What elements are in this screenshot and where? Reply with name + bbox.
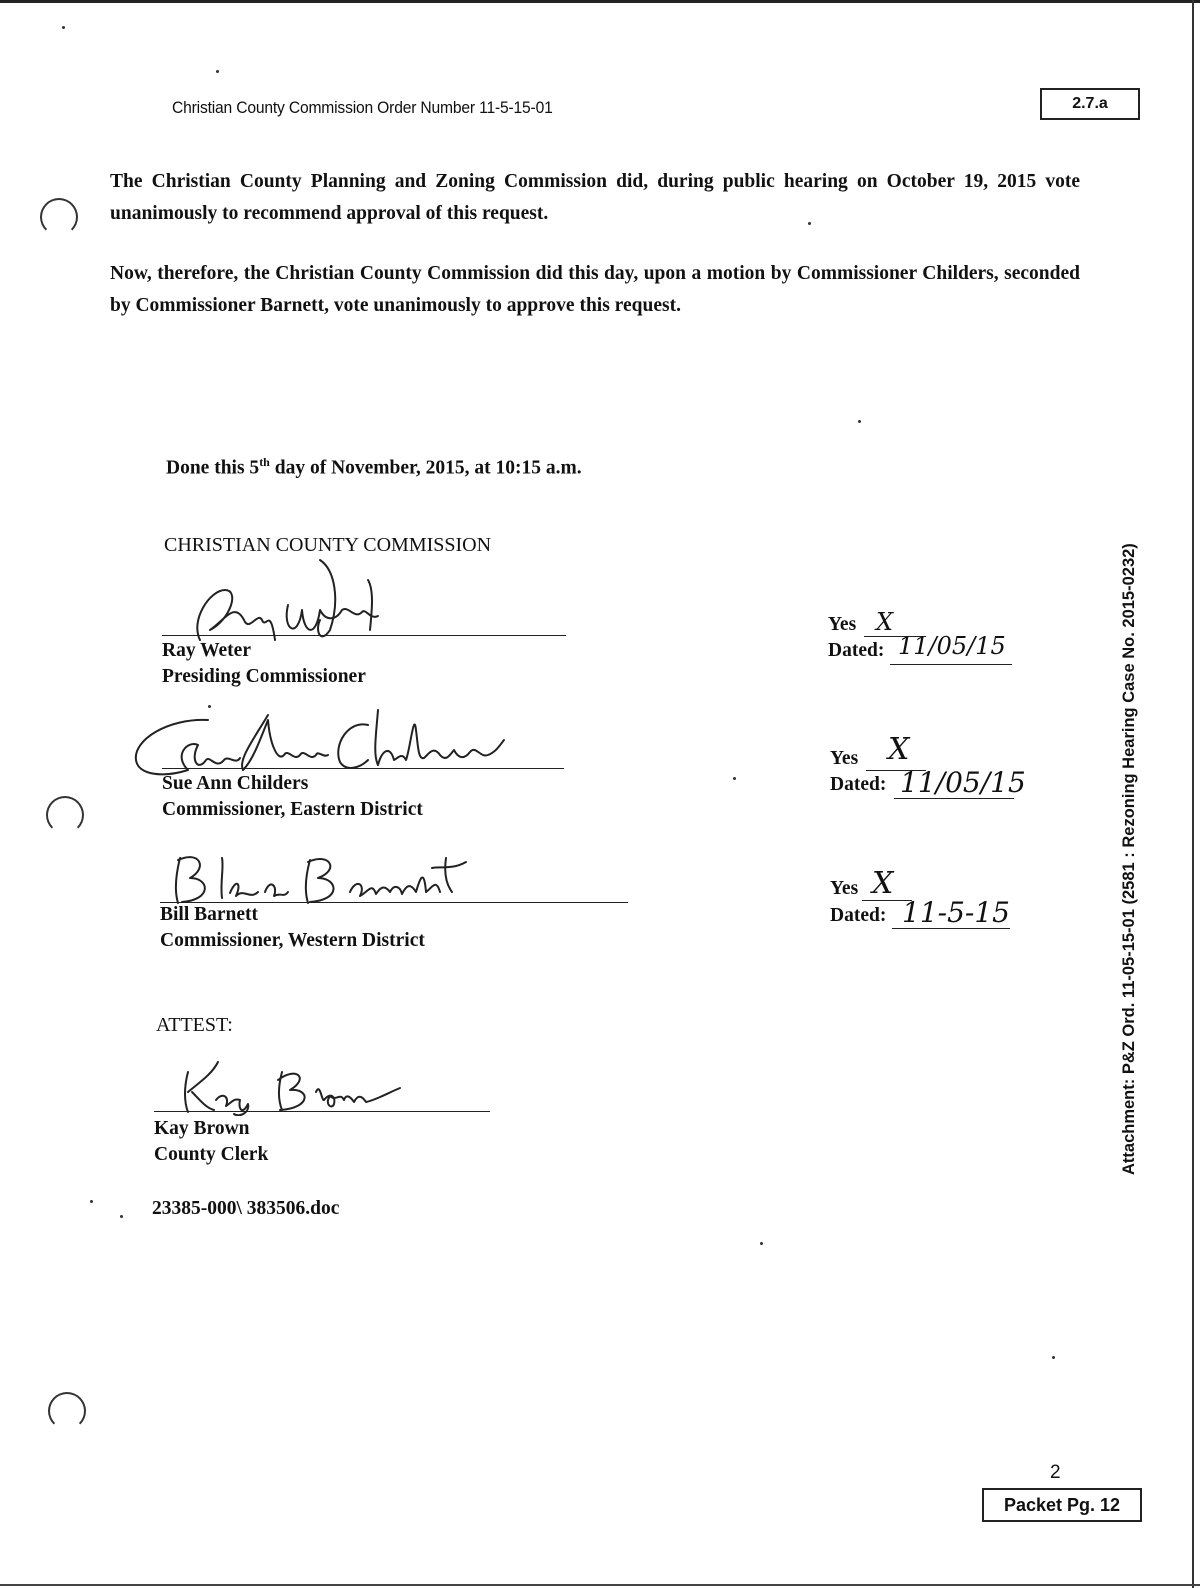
scan-speck xyxy=(858,420,861,423)
signatory-name: Sue Ann Childers xyxy=(162,773,309,794)
hole-punch xyxy=(40,198,78,236)
attest-label: ATTEST: xyxy=(156,1014,233,1036)
scan-edge-top xyxy=(0,0,1200,3)
scan-speck xyxy=(62,26,65,29)
vote-label: Yes xyxy=(828,614,857,635)
hole-punch xyxy=(48,1392,86,1430)
dated-line xyxy=(892,928,1010,929)
dated-value: 11-5-15 xyxy=(902,896,1010,929)
signatory-title: Presiding Commissioner xyxy=(162,666,366,687)
scan-edge-bottom xyxy=(0,1584,1200,1586)
dated-label: Dated: xyxy=(830,774,887,795)
signatory-name: Ray Weter xyxy=(162,640,251,661)
scan-speck xyxy=(733,777,736,780)
clerk-name: Kay Brown xyxy=(154,1118,250,1139)
signature-line xyxy=(160,902,628,903)
attachment-side-note: Attachment: P&Z Ord. 11-05-15-01 (2581 : Rezoning Hearing Case No. 2015-0232) xyxy=(1120,543,1138,1175)
vote-mark: X xyxy=(876,608,894,636)
vote-label: Yes xyxy=(830,748,859,769)
signature-line xyxy=(162,635,566,636)
clerk-title: County Clerk xyxy=(154,1144,269,1165)
dated-label: Dated: xyxy=(828,640,885,661)
signature-line xyxy=(154,1111,490,1112)
page-number: 2 xyxy=(1050,1462,1061,1483)
dated-label: Dated: xyxy=(830,905,887,926)
dated-value: 11/05/15 xyxy=(900,766,1026,799)
hole-punch xyxy=(46,796,84,834)
dated-line xyxy=(894,798,1014,799)
scan-speck xyxy=(1052,1356,1055,1359)
signatory-title: Commissioner, Western District xyxy=(160,930,425,951)
commission-heading: CHRISTIAN COUNTY COMMISSION xyxy=(164,534,492,556)
vote-mark: X xyxy=(872,866,894,901)
signatory-name: Bill Barnett xyxy=(160,904,259,925)
vote-label: Yes xyxy=(830,878,859,899)
done-date-line: Done this 5th day of November, 2015, at 10:15 a.m. xyxy=(166,455,582,479)
signatory-title: Commissioner, Eastern District xyxy=(162,799,423,820)
vote-mark: X xyxy=(888,732,910,767)
scan-edge-right xyxy=(1192,0,1194,1588)
scan-speck xyxy=(760,1242,763,1245)
agenda-item-badge: 2.7.a xyxy=(1040,88,1140,120)
scan-speck xyxy=(120,1215,123,1218)
order-number-header: Christian County Commission Order Number 11-5-15-01 xyxy=(172,98,553,117)
dated-value: 11/05/15 xyxy=(898,632,1006,660)
commission-approval-paragraph: Now, therefore, the Christian County Commission did this day, upon a motion by Commissioner Childers, seconded by Commissioner Barnett, vote unanimously to approve this request. xyxy=(110,263,1080,316)
document-reference: 23385-000\ 383506.doc xyxy=(152,1198,340,1219)
planning-commission-paragraph: The Christian County Planning and Zoning Commission did, during public hearing on October 19, 2015 vote unanimously to recommend approval of this request. xyxy=(110,171,1080,224)
signature-line xyxy=(162,768,564,769)
packet-page-badge: Packet Pg. 12 xyxy=(982,1488,1142,1522)
kay-brown-signature xyxy=(170,1052,410,1116)
scan-speck xyxy=(216,70,219,73)
scan-speck xyxy=(90,1200,93,1203)
dated-line xyxy=(890,664,1012,665)
bill-barnett-signature xyxy=(170,848,480,910)
